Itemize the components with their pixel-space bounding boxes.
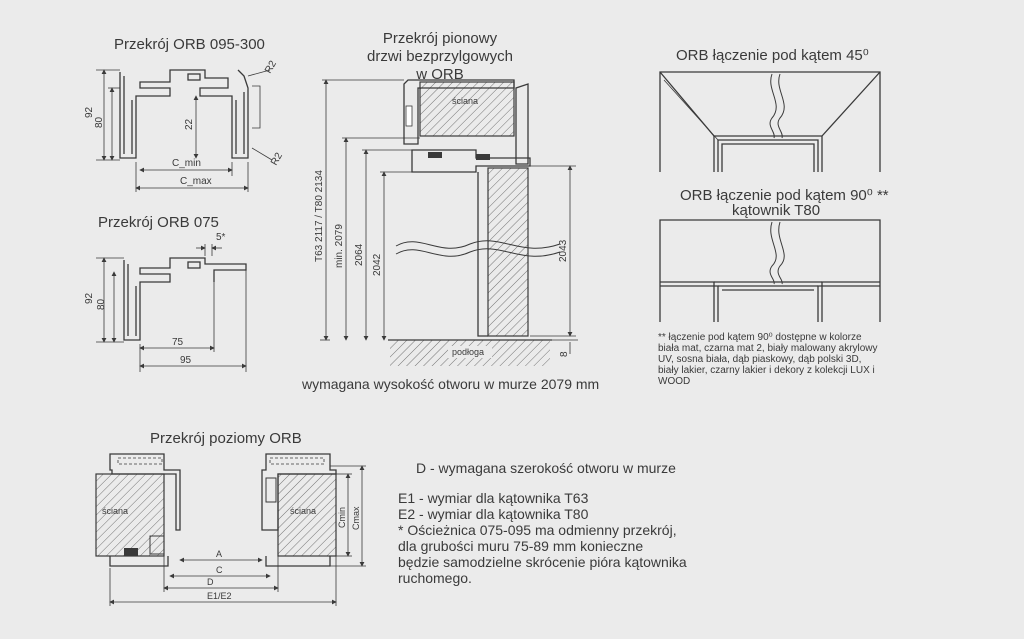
- wall-label-vertical: ściana: [452, 96, 479, 106]
- dim-95-r2-top: R2: [263, 58, 279, 76]
- dim-v-t63: T63 2117 / T80 2134: [314, 170, 325, 262]
- title-joint-45: ORB łączenie pod kątem 45⁰: [676, 47, 869, 64]
- orb-095-300-dimensions: [96, 70, 272, 192]
- legend-e1: E1 - wymiar dla kątownika T63: [398, 490, 589, 506]
- joint-45-diagram: [660, 72, 880, 172]
- dim-v-8: 8: [559, 351, 570, 357]
- dim-95-h92: 92: [84, 106, 95, 118]
- legend-d: D - wymagana szerokość otworu w murze: [416, 460, 676, 476]
- dim-h-a: A: [216, 549, 223, 559]
- dim-75-w75: 75: [172, 337, 184, 348]
- legend-note-line-4: ruchomego.: [398, 570, 472, 586]
- vertical-section: [388, 80, 560, 366]
- dim-h-d: D: [207, 577, 214, 587]
- dim-v-2043: 2043: [558, 239, 569, 262]
- dim-75-w95: 95: [180, 355, 192, 366]
- dim-v-2064: 2064: [354, 243, 365, 266]
- title-vertical-section: Przekrój pionowy drzwi bezprzylgowych w ORB: [367, 30, 513, 83]
- legend-note-line-1: * Ościeżnica 075-095 ma odmienny przekrój,: [398, 522, 677, 538]
- wall-label-left: ściana: [102, 506, 129, 516]
- subtitle-joint-90: kątownik T80: [732, 202, 821, 219]
- legend-note-line-3: będzie samodzielne skrócenie pióra kątownika: [398, 554, 687, 570]
- dim-h-cmin: Cmin: [337, 506, 347, 528]
- dim-75-w5: 5*: [216, 232, 226, 243]
- dim-h-c: C: [216, 565, 223, 575]
- wall-label-right: ściana: [290, 506, 317, 516]
- required-height-text: wymagana wysokość otworu w murze 2079 mm: [302, 376, 600, 392]
- dim-h-cmax: Cmax: [351, 506, 361, 530]
- dim-75-h92: 92: [84, 292, 95, 304]
- title-joint-90: ORB łączenie pod kątem 90⁰ **: [680, 187, 889, 204]
- legend-e2: E2 - wymiar dla kątownika T80: [398, 506, 589, 522]
- orb-075-dimensions: [96, 244, 246, 372]
- dim-v-2042: 2042: [372, 253, 383, 276]
- floor-label: podłoga: [452, 347, 485, 357]
- dim-95-h22: 22: [184, 118, 195, 130]
- title-orb-095-300: Przekrój ORB 095-300: [114, 36, 265, 53]
- orb-095-300-profile: [120, 70, 260, 158]
- dim-95-cmax: C_max: [180, 176, 212, 187]
- note-joint-90: ** łączenie pod kątem 90⁰ dostępne w kolorze biała mat, czarna mat 2, biały malowany akrylowy UV, sosna biała, dąb piaskowy, dąb polski 3D, biały lakier, czarny lakier i dekory z kolekcji LUX i WOOD: [658, 332, 878, 387]
- title-horizontal-section: Przekrój poziomy ORB: [150, 430, 302, 447]
- dim-95-h80: 80: [94, 116, 105, 128]
- dim-95-cmin: C_min: [172, 158, 201, 169]
- dim-75-h80: 80: [96, 298, 107, 310]
- title-orb-075: Przekrój ORB 075: [98, 214, 219, 231]
- dim-95-r2-bottom: R2: [269, 150, 285, 168]
- dim-v-min2079: min. 2079: [334, 224, 345, 268]
- orb-075-profile: [124, 258, 246, 340]
- dim-h-e: E1/E2: [207, 591, 232, 601]
- legend-note-line-2: dla grubości muru 75-89 mm konieczne: [398, 538, 644, 554]
- joint-90-diagram: [660, 220, 880, 322]
